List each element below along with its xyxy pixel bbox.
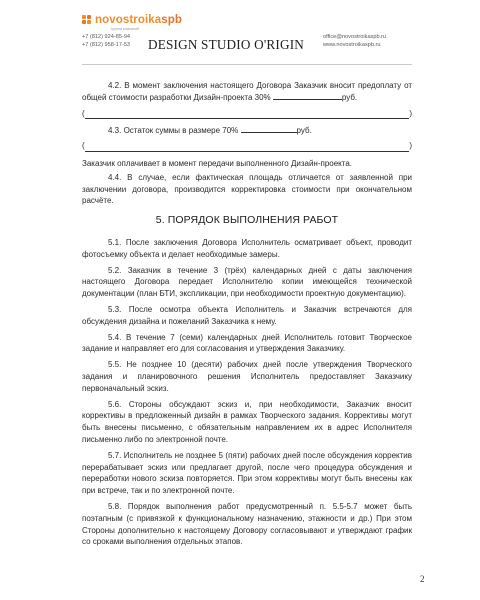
page-number: 2: [420, 574, 425, 584]
blank-amount-remainder: [241, 125, 297, 133]
contact-info: [323, 34, 386, 49]
studio-title: DESIGN STUDIO O'RIGIN: [148, 37, 305, 52]
paragraph-5-2: 5.2. Заказчик в течение 3 (трёх) календарных дней с даты заключения настоящего Договора передает Исполнителю копии имеющейся технической документации (план БТИ, экспликации, при необходимости проектную документацию).: [82, 265, 412, 299]
logo-text: novostroikaspb: [95, 14, 183, 26]
blank-line-words-2: ( ): [82, 141, 412, 151]
company-logo: [82, 14, 182, 26]
section-heading: 5. ПОРЯДОК ВЫПОЛНЕНИЯ РАБОТ: [155, 214, 339, 227]
blank-amount-prepay: [273, 92, 342, 100]
paragraph-5-7: 5.7. Исполнитель не позднее 5 (пяти) рабочих дней после обсуждения корректив перерабатывает эскиз или предлагает другой, после чего процедура обсуждения и переработки нового эскиза повторяется. При этом коррективы могут быть внесены как при встрече, так и по электронной почте.: [82, 450, 412, 496]
letterhead: [0, 0, 480, 74]
paragraph-5-3: 5.3. После осмотра объекта Исполнитель и Заказчик встречаются для обсуждения дизайна и пожеланий Заказчика к нему.: [82, 304, 412, 326]
document-body: [82, 80, 412, 552]
paragraph-5-1: 5.1. После заключения Договора Исполнитель осматривает объект, проводит фотосъемку объекта и делает необходимые замеры.: [82, 237, 412, 259]
paragraph-4-3-cont: Заказчик оплачивает в момент передачи выполненного Дизайн-проекта.: [82, 158, 353, 168]
logo-mark-icon: [82, 15, 92, 25]
paragraph-5-8: 5.8. Порядок выполнения работ предусмотренный п. 5.5-5.7 может быть поэтапным (с привязкой к функциональному назначению, этажности и др.) При этом Стороны дополнительно к настоящему Договору согласовывают и утверждают график со сроками выполнения отдельных этапов.: [82, 501, 412, 547]
phone-1: +7 (812) 924-85-94: [82, 34, 131, 40]
paragraph-4-3: 4.3. Остаток суммы в размере 70% руб.: [108, 126, 312, 136]
phone-list: [82, 34, 130, 49]
website: www.novostroikaspb.ru: [323, 41, 381, 48]
paragraph-5-6: 5.6. Стороны обсуждают эскиз и, при необходимости, Заказчик вносит коррективы в предложенный дизайн в рамках Творческого задания. Коррективы могут быть внесены письменно, с обязательным направлением их в адрес Исполнителя письменно либо по электронной почте.: [82, 399, 412, 444]
paragraph-4-4: 4.4. В случае, если фактическая площадь отличается от заявленной при заключении договора, производится корректировка стоимости при окончательном расчёте.: [82, 172, 412, 206]
paragraph-5-5: 5.5. Не позднее 10 (десяти) рабочих дней после утверждения Творческого задания и планировочного решения Исполнитель предоставляет Заказчику первоначальный эскиз.: [82, 360, 412, 393]
blank-line-words-1: ( ): [82, 108, 412, 118]
paragraph-4-2: 4.2. В момент заключения настоящего Договора Заказчик вносит предоплату от общей стоимости разработки Дизайн-проекта 30% руб.: [82, 81, 412, 102]
paragraph-5-4: 5.4. В течение 7 (семи) календарных дней Исполнитель готовит Творческое задание и направляет его для согласования и утверждения Заказчику.: [82, 332, 412, 354]
header-divider: [82, 64, 412, 65]
logo-subtitle: группа компаний: [111, 27, 139, 31]
phone-2: +7 (812) 958-17-53: [82, 41, 131, 48]
email: office@novostroikaspb.ru: [323, 34, 387, 40]
